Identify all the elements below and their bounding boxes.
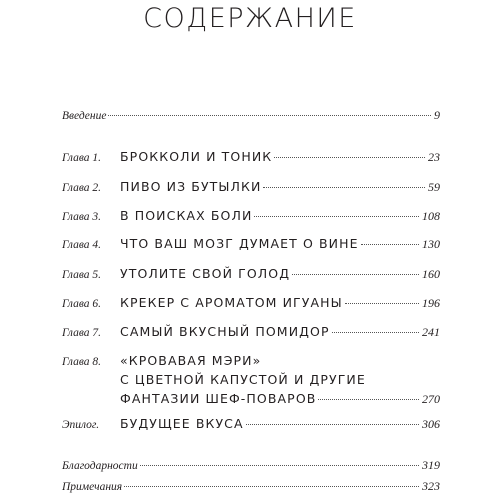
chapter-title: ПИВО ИЗ БУТЫЛКИ xyxy=(120,179,262,194)
dot-leader xyxy=(361,244,419,245)
toc-entry-intro[interactable] xyxy=(62,108,440,129)
epilogue-title: БУДУЩЕЕ ВКУСА xyxy=(120,416,244,431)
chapter-label: Глава 4. xyxy=(62,239,101,251)
chapter-label: Глава 8. xyxy=(62,356,101,368)
toc-entry-notes[interactable] xyxy=(62,479,440,500)
chapter-title-line-3: ФАНТАЗИИ ШЕФ-ПОВАРОВ xyxy=(120,391,317,406)
page-title: СОДЕРЖАНИЕ xyxy=(143,3,357,34)
chapter-label: Глава 2. xyxy=(62,182,101,194)
acknowledgements-label: Благодарности xyxy=(62,460,138,472)
toc-entry-chapter-7[interactable] xyxy=(62,324,440,345)
dot-leader xyxy=(345,303,419,304)
chapter-title-line-1: «КРОВАВАЯ МЭРИ» xyxy=(120,353,262,368)
chapter-page: 196 xyxy=(422,296,440,310)
dot-leader xyxy=(263,187,425,188)
dot-leader xyxy=(108,115,431,116)
toc-entry-epilogue[interactable] xyxy=(62,416,440,437)
dot-leader xyxy=(274,157,425,158)
acknowledgements-page: 319 xyxy=(422,458,440,472)
chapter-page: 59 xyxy=(428,180,440,194)
chapter-page: 130 xyxy=(422,237,440,251)
chapter-label: Глава 3. xyxy=(62,211,101,223)
chapter-title: ЧТО ВАШ МОЗГ ДУМАЕТ О ВИНЕ xyxy=(120,236,359,251)
dot-leader xyxy=(124,486,419,487)
chapter-title: БРОККОЛИ И ТОНИК xyxy=(120,149,273,164)
toc-entry-chapter-1[interactable] xyxy=(62,149,440,170)
chapter-page: 270 xyxy=(422,392,440,406)
dot-leader xyxy=(246,424,419,425)
epilogue-page: 306 xyxy=(422,417,440,431)
chapter-page: 108 xyxy=(422,209,440,223)
dot-leader xyxy=(292,274,419,275)
notes-page: 323 xyxy=(422,479,440,493)
dot-leader xyxy=(140,465,419,466)
chapter-title: САМЫЙ ВКУСНЫЙ ПОМИДОР xyxy=(120,324,330,339)
chapter-title: УТОЛИТЕ СВОЙ ГОЛОД xyxy=(120,266,291,281)
toc-intro-page: 9 xyxy=(434,108,440,122)
chapter-page: 23 xyxy=(428,150,440,164)
toc-entry-chapter-3[interactable] xyxy=(62,208,440,229)
toc-entry-chapter-4[interactable] xyxy=(62,236,440,257)
chapter-title: В ПОИСКАХ БОЛИ xyxy=(120,208,253,223)
chapter-label: Глава 1. xyxy=(62,152,101,164)
chapter-page: 241 xyxy=(422,325,440,339)
notes-label: Примечания xyxy=(62,481,123,493)
dot-leader xyxy=(254,216,419,217)
chapter-title: КРЕКЕР С АРОМАТОМ ИГУАНЫ xyxy=(120,295,343,310)
chapter-label: Глава 5. xyxy=(62,269,101,281)
toc-entry-acknowledgements[interactable] xyxy=(62,458,440,479)
toc-entry-chapter-8[interactable] xyxy=(62,353,440,410)
chapter-label: Глава 7. xyxy=(62,327,101,339)
dot-leader xyxy=(332,332,419,333)
chapter-title-line-2: С ЦВЕТНОЙ КАПУСТОЙ И ДРУГИЕ xyxy=(120,372,366,387)
toc-entry-chapter-2[interactable] xyxy=(62,179,440,200)
toc-intro-label: Введение xyxy=(62,110,107,122)
chapter-label: Глава 6. xyxy=(62,298,101,310)
toc-entry-chapter-5[interactable] xyxy=(62,266,440,287)
chapter-page: 160 xyxy=(422,267,440,281)
dot-leader xyxy=(318,399,419,400)
epilogue-label: Эпилог. xyxy=(62,419,100,431)
toc-entry-chapter-6[interactable] xyxy=(62,295,440,316)
